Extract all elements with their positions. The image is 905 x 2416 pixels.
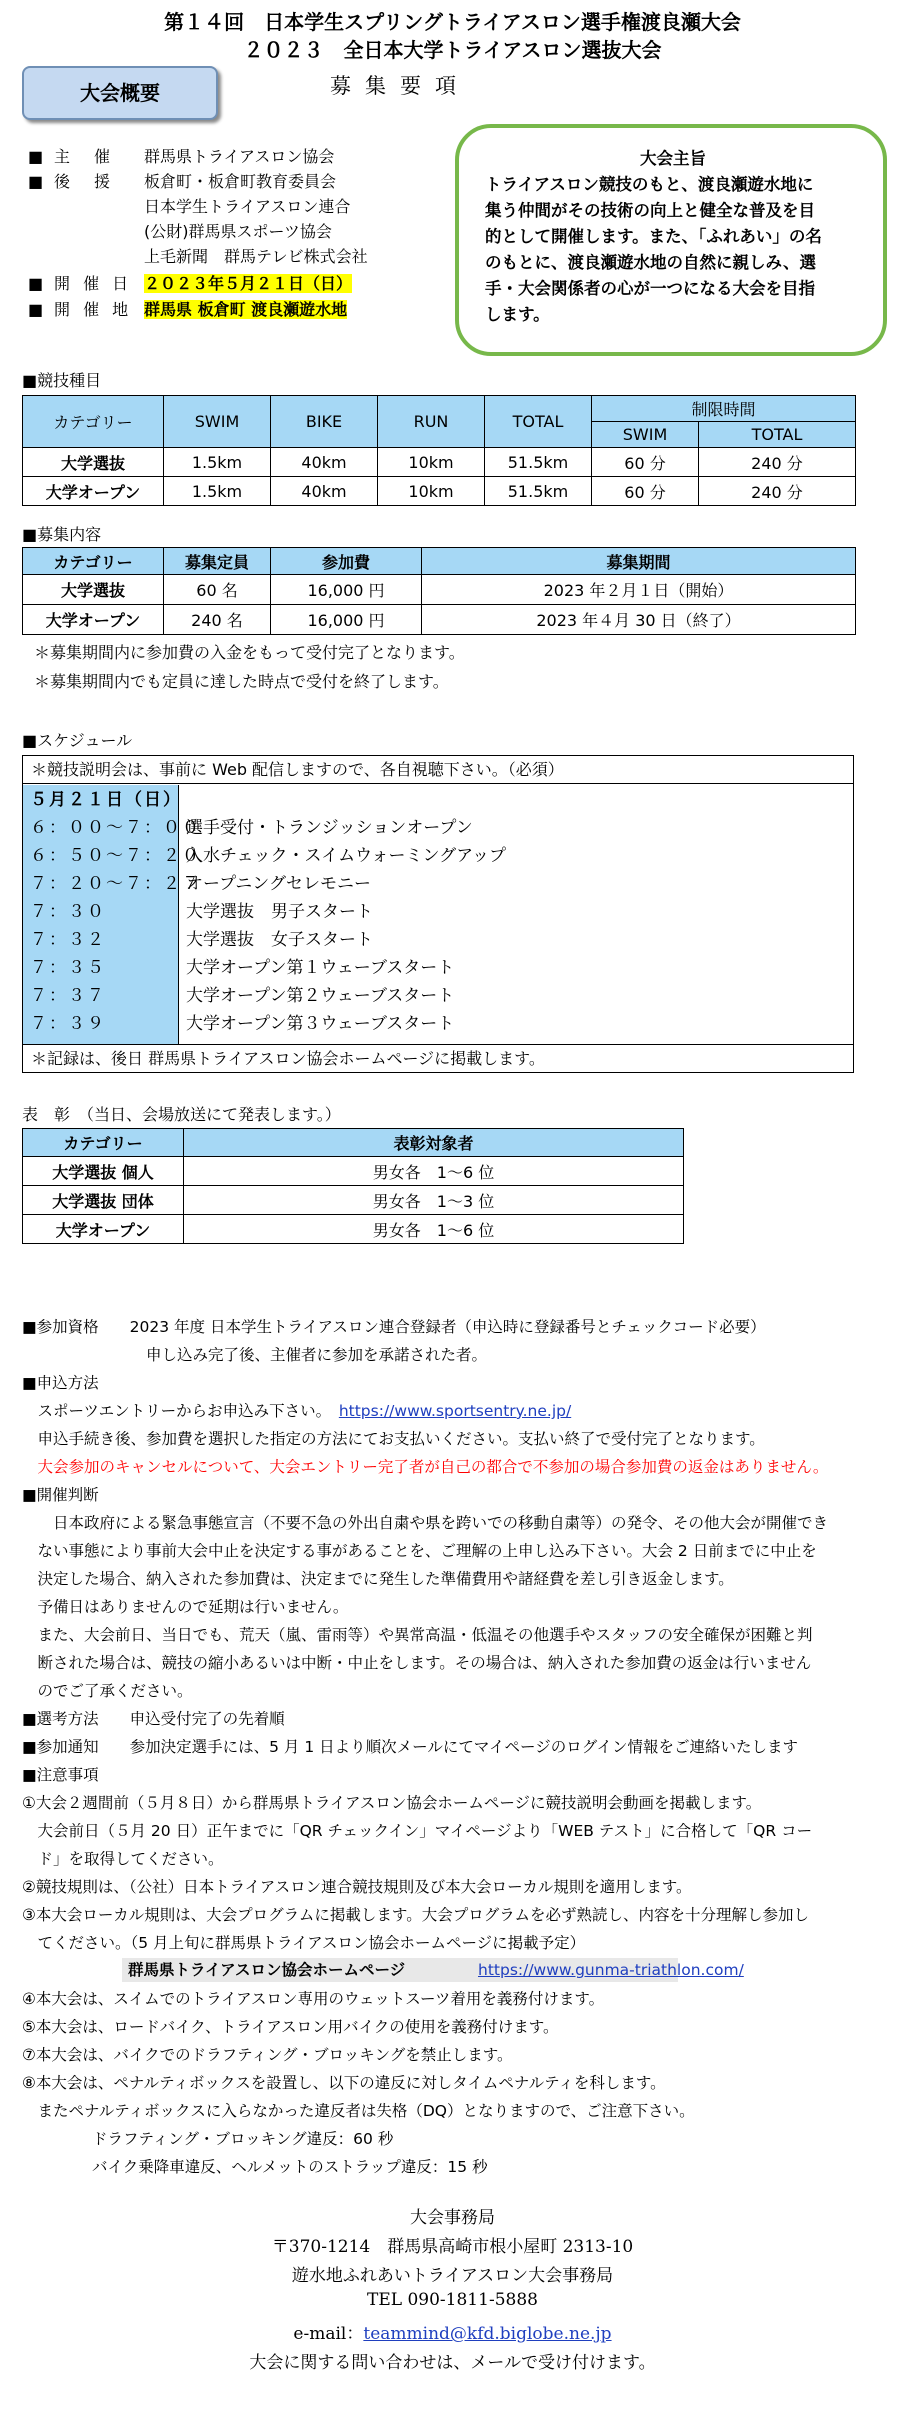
info-support-2: 日本学生トライアスロン連合 xyxy=(144,197,351,216)
cancel-policy: 大会参加のキャンセルについて、大会エントリー完了者が自己の都合で不参加の場合参加費の返金はありません。 xyxy=(22,1458,829,1476)
info-date: ■ 開 催 日 ２０２３年５月２１日（日） xyxy=(28,274,353,293)
recruit-table xyxy=(22,547,856,635)
col-category: カテゴリー xyxy=(23,1129,184,1157)
cell: 16,000 円 xyxy=(271,605,422,635)
schedule-bottom-note: ＊記録は、後日 群馬県トライアスロン協会ホームページに掲載します。 xyxy=(23,1044,853,1072)
eligibility-note: 申し込み完了後、主催者に参加を承諾された者。 xyxy=(22,1346,488,1364)
cell: 40km xyxy=(271,477,378,506)
recruit-note: ＊募集期間内でも定員に達した時点で受付を終了します。 xyxy=(34,672,449,691)
selection-method: ■選考方法 申込受付完了の先着順 xyxy=(22,1710,285,1728)
table-row xyxy=(23,1186,684,1215)
eligibility: ■参加資格 2023 年度 日本学生トライアスロン連合登録者（申込時に登録番号とチェックコード必要） xyxy=(22,1318,766,1336)
col-bike: BIKE xyxy=(271,396,378,448)
cell: 10km xyxy=(378,477,485,506)
col-limit-swim: SWIM xyxy=(592,422,699,448)
table-row xyxy=(23,448,856,477)
participation-notice: ■参加通知 参加決定選手には、5 月 1 日より順次メールにてマイページのログイン情報をご連絡いたします xyxy=(22,1738,798,1756)
homepage-label: 群馬県トライアスロン協会ホームページ xyxy=(128,1961,406,1979)
overview-badge: 大会概要 xyxy=(22,66,218,120)
judgment-line: 断された場合は、競技の縮小あるいは中断・中止をします。その場合は、納入された参加費の返金は行いません xyxy=(22,1654,812,1672)
notes-line: ⑧本大会は、ペナルティボックスを設置し、以下の違反に対しタイムペナルティを科します。 xyxy=(22,2074,666,2092)
notes-line: ①大会２週間前（５月８日）から群馬県トライアスロン協会ホームページに競技説明会動画を掲載します。 xyxy=(22,1794,762,1812)
penalty-bike: バイク乗降車違反、ヘルメットのストラップ違反：15 秒 xyxy=(92,2158,488,2176)
email-label: e-mail： xyxy=(293,2324,364,2344)
table-row xyxy=(23,575,856,605)
purpose-heading: 大会主旨 xyxy=(640,149,706,168)
notes-line: またペナルティボックスに入らなかった違反者は失格（DQ）となりますので、ご注意下さい。 xyxy=(22,2102,695,2120)
purpose-line: 手・大会関係者の心が一つになる大会を目指 xyxy=(485,279,815,298)
cell: 16,000 円 xyxy=(271,575,422,605)
event-subtitle: ２０２３ 全日本大学トライアスロン選抜大会 xyxy=(243,38,662,62)
col-category: カテゴリー xyxy=(23,548,164,575)
col-award-target: 表彰対象者 xyxy=(184,1129,684,1157)
judgment-line: また、大会前日、当日でも、荒天（嵐、雷雨等）や異常高温・低温その他選手やスタッフの安全確保が困難と判 xyxy=(22,1626,813,1644)
application-heading: ■申込方法 xyxy=(22,1374,99,1392)
contact-note: 大会に関する問い合わせは、メールで受け付けます。 xyxy=(249,2353,656,2373)
application-text: スポーツエントリーからお申込み下さい。 xyxy=(22,1402,339,1420)
schedule-top-note: ＊競技説明会は、事前に Web 配信しますので、各自視聴下さい。（必須） xyxy=(23,756,853,784)
payment-note: 申込手続き後、参加費を選択した指定の方法にてお支払いください。支払い終了で受付完了となります。 xyxy=(22,1430,765,1448)
notes-line: てください。（5 月上旬に群馬県トライアスロン協会ホームページに掲載予定） xyxy=(22,1934,586,1952)
col-category: カテゴリー xyxy=(23,396,164,448)
judgment-line: のでご了承ください。 xyxy=(22,1682,193,1700)
notes-line: ⑤本大会は、ロードバイク、トライアスロン用バイクの使用を義務付けます。 xyxy=(22,2018,559,2036)
schedule-event: 大学選抜 女子スタート xyxy=(186,930,373,950)
cell: 大学オープン xyxy=(23,1215,184,1244)
recruit-note: ＊募集期間内に参加費の入金をもって受付完了となります。 xyxy=(34,643,465,662)
col-time-limit: 制限時間 xyxy=(592,396,856,422)
cell: 240 分 xyxy=(699,448,856,477)
email-link[interactable]: teammind@kfd.biglobe.ne.jp xyxy=(363,2324,612,2344)
notes-line: ド」を取得してください。 xyxy=(22,1850,224,1868)
judgment-line: 日本政府による緊急事態宣言（不要不急の外出自粛や県を跨いでの移動自粛等）の発令、その他大会が開催でき xyxy=(22,1514,829,1532)
awards-section-title: 表 彰 （当日、会場放送にて発表します。） xyxy=(22,1105,341,1124)
schedule-time: ７：３２ xyxy=(30,930,106,950)
cell: 1.5km xyxy=(164,448,271,477)
notes-line: ②競技規則は、（公社）日本トライアスロン連合競技規則及び本大会ローカル規則を適用します。 xyxy=(22,1878,692,1896)
notes-line: 大会前日（５月 20 日）正午までに「QR チェックイン」マイページより「WEB テスト」に合格して「QR コー xyxy=(22,1822,813,1840)
schedule-section-title: ■スケジュール xyxy=(22,731,133,750)
table-row xyxy=(23,1157,684,1186)
application-line xyxy=(22,1397,892,1425)
table-row xyxy=(23,605,856,635)
schedule-time: ７：３７ xyxy=(30,986,106,1006)
cell: 40km xyxy=(271,448,378,477)
col-period: 募集期間 xyxy=(422,548,856,575)
schedule-event: 大学オープン第３ウェーブスタート xyxy=(186,1014,455,1034)
gunma-triathlon-link[interactable]: https://www.gunma-triathlon.com/ xyxy=(478,1961,744,1979)
office-address: 〒370-1214 群馬県高崎市根小屋町 2313-10 xyxy=(271,2237,634,2257)
cell: 60 分 xyxy=(592,448,699,477)
schedule-event: 大学オープン第１ウェーブスタート xyxy=(186,958,455,978)
cell: 男女各 1～6 位 xyxy=(184,1215,684,1244)
schedule-event: 大学選抜 男子スタート xyxy=(186,902,373,922)
col-total: TOTAL xyxy=(485,396,592,448)
schedule-day: ５月２１日（日） xyxy=(30,790,182,810)
notes-heading: ■注意事項 xyxy=(22,1766,99,1784)
office-name: 遊水地ふれあいトライアスロン大会事務局 xyxy=(291,2266,614,2286)
schedule-time: ７：３５ xyxy=(30,958,106,978)
cell: 男女各 1～3 位 xyxy=(184,1186,684,1215)
cell: 51.5km xyxy=(485,448,592,477)
col-fee: 参加費 xyxy=(271,548,422,575)
info-venue: ■ 開 催 地 群馬県 板倉町 渡良瀬遊水地 xyxy=(28,300,348,319)
purpose-line: 集う仲間がその技術の向上と健全な普及を目 xyxy=(485,201,815,220)
schedule-time: ７：３９ xyxy=(30,1014,106,1034)
awards-table xyxy=(22,1128,684,1244)
info-support: ■ 後 援 板倉町・板倉町教育委員会 xyxy=(28,172,337,191)
schedule-time: ６：００～７：００ xyxy=(30,818,201,838)
schedule-event: 選手受付・トランジッションオープン xyxy=(186,818,473,838)
col-run: RUN xyxy=(378,396,485,448)
cell: 60 名 xyxy=(164,575,271,605)
purpose-line: 的として開催します。また、「ふれあい」の名 xyxy=(485,227,822,246)
judgment-heading: ■開催判断 xyxy=(22,1486,99,1504)
notes-line: ③本大会ローカル規則は、大会プログラムに掲載します。大会プログラムを必ず熟読し、内容を十分理解し参加し xyxy=(22,1906,810,1924)
judgment-line: 予備日はありませんので延期は行いません。 xyxy=(22,1598,349,1616)
judgment-line: ない事態により事前大会中止を決定する事があることを、ご理解の上申し込み下さい。大会 2 日前までに中止を xyxy=(22,1542,817,1560)
purpose-line: のもとに、渡良瀬遊水地の自然に親しみ、選 xyxy=(485,253,816,272)
schedule-event: オープニングセレモニー xyxy=(186,874,371,894)
period-end: 2023 年４月 30 日（終了） xyxy=(422,605,856,635)
info-support-4: 上毛新聞 群馬テレビ株式会社 xyxy=(144,247,368,266)
cell: 大学選抜 個人 xyxy=(23,1157,184,1186)
cell: 大学選抜 団体 xyxy=(23,1186,184,1215)
recruit-section-title: ■募集内容 xyxy=(22,525,102,544)
cell: 240 名 xyxy=(164,605,271,635)
schedule-event: 入水チェック・スイムウォーミングアップ xyxy=(186,846,506,866)
period-start: 2023 年２月１日（開始） xyxy=(422,575,856,605)
notes-line: ⑦本大会は、バイクでのドラフティング・ブロッキングを禁止します。 xyxy=(22,2046,513,2064)
judgment-line: 決定した場合、納入された参加費は、決定までに発生した準備費用や諸経費を差し引き返金します。 xyxy=(22,1570,734,1588)
table-row xyxy=(23,477,856,506)
cell: 大学オープン xyxy=(23,477,164,506)
info-organizer: ■ 主 催 群馬県トライアスロン協会 xyxy=(28,147,335,166)
cell: 51.5km xyxy=(485,477,592,506)
cell: 大学選抜 xyxy=(23,448,164,477)
event-title: 第１４回 日本学生スプリングトライアスロン選手権渡良瀬大会 xyxy=(164,10,741,34)
col-swim: SWIM xyxy=(164,396,271,448)
info-support-3: (公財)群馬県スポーツ協会 xyxy=(144,222,332,241)
col-limit-total: TOTAL xyxy=(699,422,856,448)
office-tel: TEL 090-1811-5888 xyxy=(367,2290,538,2310)
purpose-line: します。 xyxy=(485,305,550,324)
cell: 240 分 xyxy=(699,477,856,506)
col-capacity: 募集定員 xyxy=(164,548,271,575)
cell: 10km xyxy=(378,448,485,477)
schedule-event: 大学オープン第２ウェーブスタート xyxy=(186,986,455,1006)
penalty-drafting: ドラフティング・ブロッキング違反：60 秒 xyxy=(92,2130,394,2148)
schedule-time: ６：５０～７：２０ xyxy=(30,846,201,866)
schedule-time: ７：２０～７：２７ xyxy=(30,874,201,894)
cell: 大学オープン xyxy=(23,605,164,635)
office-title: 大会事務局 xyxy=(410,2208,495,2228)
events-section-title: ■競技種目 xyxy=(22,371,102,390)
sportsentry-link[interactable]: https://www.sportsentry.ne.jp/ xyxy=(338,1402,572,1420)
purpose-box xyxy=(455,124,887,356)
cell: 男女各 1～6 位 xyxy=(184,1157,684,1186)
cell: 大学選抜 xyxy=(23,575,164,605)
cell: 1.5km xyxy=(164,477,271,506)
cell: 60 分 xyxy=(592,477,699,506)
notes-line: ④本大会は、スイムでのトライアスロン専用のウェットスーツ着用を義務付けます。 xyxy=(22,1990,605,2008)
events-table xyxy=(22,395,856,506)
schedule-time: ７：３０ xyxy=(30,902,106,922)
purpose-line: トライアスロン競技のもと、渡良瀬遊水地に xyxy=(485,175,814,194)
office-email xyxy=(0,2319,905,2344)
recruitment-heading: 募集要項 xyxy=(330,74,470,98)
table-row xyxy=(23,1215,684,1244)
